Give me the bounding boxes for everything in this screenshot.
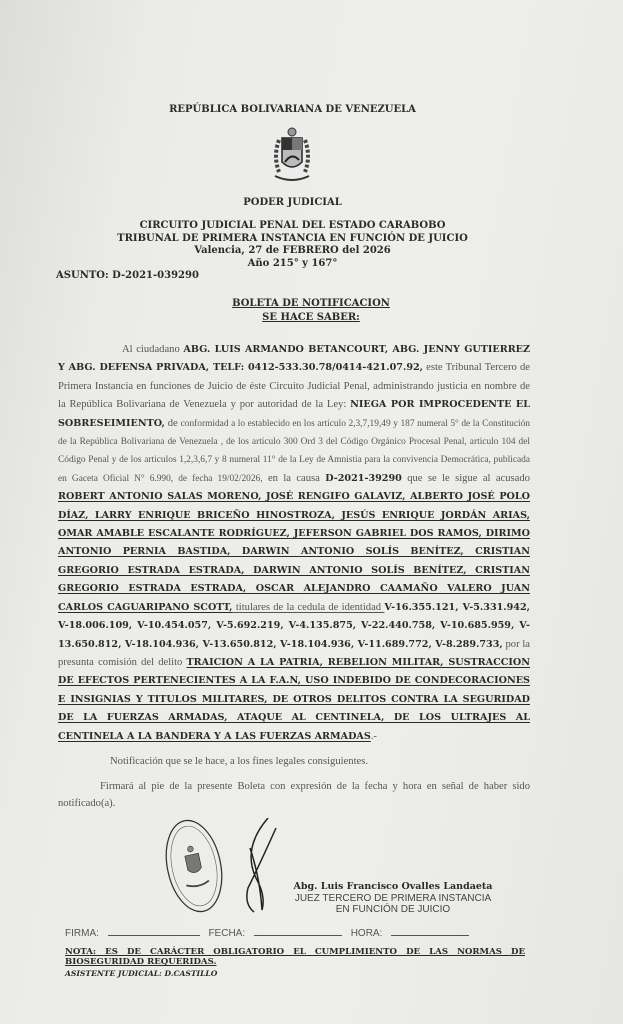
body-segment: por la presunta comisión del delito	[58, 638, 530, 668]
tribunal-heading: TRIBUNAL DE PRIMERA INSTANCIA EN FUNCIÓN DE JUICIO	[117, 232, 468, 244]
circuit-heading: CIRCUITO JUDICIAL PENAL DEL ESTADO CARABOBO	[139, 220, 446, 231]
fecha-field[interactable]	[254, 935, 342, 936]
document-flow	[58, 341, 530, 978]
body-segment: NIEGA POR IMPROCEDENTE EL SOBRESEIMIENTO,	[58, 399, 530, 429]
document-subtitle: SE HACE SABER:	[262, 312, 360, 323]
document-title-block	[0, 297, 622, 325]
judge-name: Abg. Luis Francisco Ovalles Landaeta	[293, 881, 493, 893]
body-segment: ABG. LUIS ARMANDO BETANCOURT, ABG. JENNY GUTIERREZ Y ABG. DEFENSA PRIVADA, TELF: 0412-533.30.78/0414-421.07.92,	[58, 344, 530, 374]
body-segment: D-2021-39290	[325, 472, 402, 484]
notification-body	[58, 341, 530, 746]
judge-title-1: JUEZ TERCERO DE PRIMERA INSTANCIA	[294, 892, 492, 904]
country-heading: REPÚBLICA BOLIVARIANA DE VENEZUELA	[169, 104, 416, 115]
document-title: BOLETA DE NOTIFICACION	[232, 298, 390, 309]
body-segment: V-16.355.121, V-5.331.942, V-18.006.109, V-10.454.057, V-5.692.219, V-4.135.875, V-22.440.758, V-10.685.959, V-13.650.812, V-18.104.936, V-13.650.812, V-18.104.936, V-11.689.772, V-8.289.733,	[58, 601, 530, 650]
biosecurity-note: NOTA: ES DE CARÁCTER OBLIGATORIO EL CUMPLIMIENTO DE LAS NORMAS DE BIOSEGURIDAD REQUERIDAS.	[65, 946, 525, 968]
judicial-assistant: ASISTENTE JUDICIAL: D.CASTILLO	[65, 968, 218, 978]
sign-instruction: Firmará al pie de la presente Boleta con expresión de la fecha y hora en señal de haber sido notificado(a).	[58, 780, 530, 809]
year-line: Año 215° y 167°	[247, 257, 338, 269]
body-segment: este Tribunal Tercero de Primera Instancia en funciones de Juicio de éste Circuito Judicial Penal, administrando justicia en nombre de la República Bolivariana de Venezuela y por autoridad de la Ley:	[58, 362, 530, 411]
body-segment: Al ciudadano	[122, 344, 184, 355]
body-segment: que se le sigue al acusado	[401, 472, 530, 484]
court-seal-stamp	[158, 814, 230, 918]
hora-field[interactable]	[391, 935, 469, 936]
body-segment: en la causa	[262, 472, 326, 484]
judge-title-2: EN FUNCIÓN DE JUICIO	[335, 904, 451, 916]
body-segment: titulares de la cedula de identidad	[232, 601, 385, 613]
body-segment: .-	[370, 730, 377, 742]
body-segment: de	[164, 417, 181, 429]
court-heading-block	[0, 220, 585, 270]
fecha-label: FECHA:	[208, 927, 246, 939]
body-segment: TRAICION A LA PATRIA, REBELION MILITAR, SUSTRACCION DE EFECTOS PERTENECIENTES A LA F.A.N, USO INDEBIDO DE CONDECORACIONES E INSIGNIAS Y TITULOS MILITARES, DE OTROS DELITOS CONTRA LA SEGURIDAD DE LA FUERZAS ARMADAS, ATAQUE AL CENTINELA, DE LOS ULTRAJES AL CENTINELA A LA BANDERA Y A LAS FUERZAS ARMADAS	[58, 656, 530, 742]
firma-field[interactable]	[108, 935, 200, 936]
body-segment: conformidad a lo establecido en los articulo 2,3,7,19,49 y 187 numeral 5° de la Constitución de la República Bolivariana de Venezuela , de los articulo 300 Ord 3 del Código Orgánico Procesal Penal, articulo 104 del Código Penal y de los articulos 1,2,3,6,7 y 8 numeral 11° de la Ley de Amnistia para la convivencia Democrática, publicada en Gaceta Oficial N° 6.990, de fecha 19/02/2026,	[58, 418, 530, 484]
receipt-fields	[58, 928, 530, 939]
notification-line: Notificación que se le hace, a los fines legales consiguientes.	[110, 755, 368, 767]
judge-signature-block	[268, 881, 518, 916]
hora-label: HORA:	[350, 927, 383, 939]
asunto-line: ASUNTO: D-2021-039290	[56, 270, 199, 281]
signature-row	[58, 814, 530, 918]
venezuela-coat-of-arms-icon	[265, 126, 319, 186]
firma-label: FIRMA:	[65, 927, 99, 939]
body-segment: ROBERT ANTONIO SALAS MORENO, JOSÉ RENGIFO GALAVIZ, ALBERTO JOSÉ POLO DÍAZ, LARRY ENRIQUE BRICEÑO HINOSTROZA, JESÚS ENRIQUE JORDÁN ARIAS, OMAR AMABLE ESCALANTE RODRÍGUEZ, JEFERSON GABRIEL DOS RAMOS, DIRIMO ANTONIO PERNIA BASTIDA, DARWIN ANTONIO SOLÍS BENÍTEZ, CRISTIAN GREGORIO ESTRADA ESTRADA, DARWIN ANTONIO SOLÍS BENÍTEZ, CRISTIAN GREGORIO ESTRADA ESTRADA, OSCAR ALEJANDRO CAAMAÑO VALERO JUAN CARLOS CAGUARIPANO SCOTT,	[58, 491, 530, 613]
date-line: Valencia, 27 de FEBRERO del 2026	[194, 245, 391, 256]
branch-heading: PODER JUDICIAL	[243, 197, 342, 208]
